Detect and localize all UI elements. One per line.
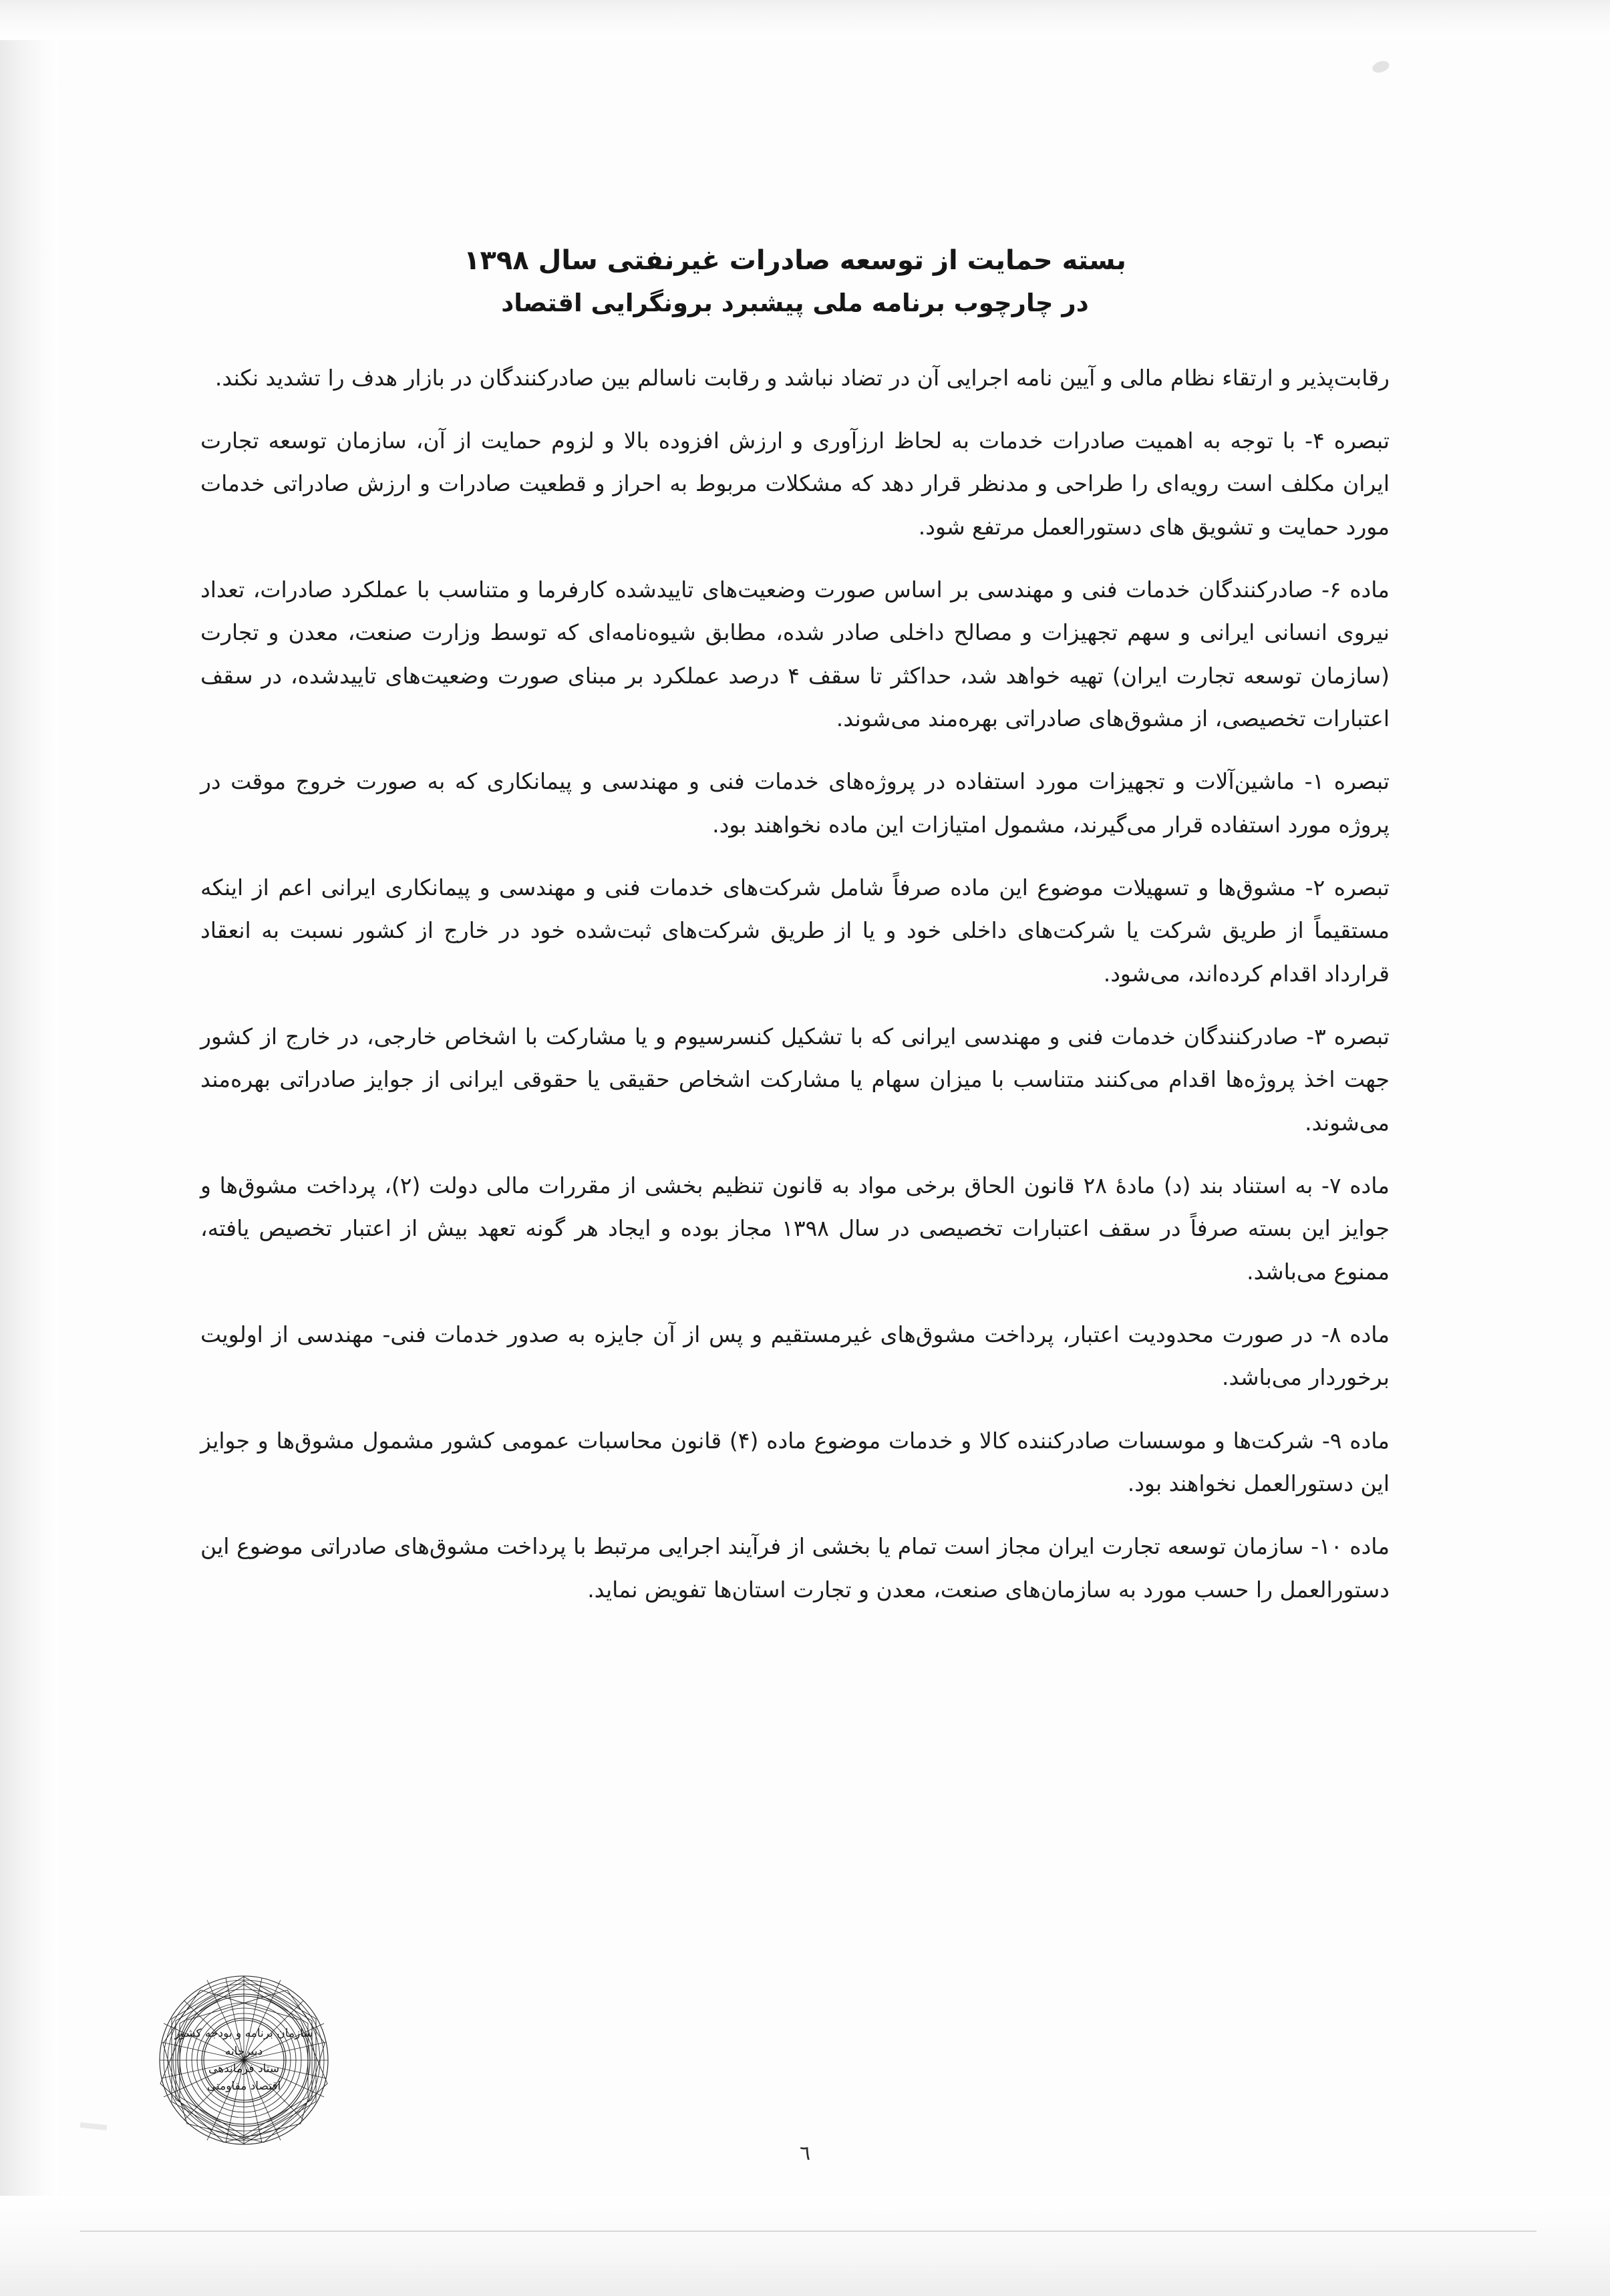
paragraph: ماده ۸- در صورت محدودیت اعتبار، پرداخت مشوق‌های غیرمستقیم و پس از آن جایزه به صدور خدمات فنی- مهندسی از اولویت برخوردار می‌باشد. bbox=[200, 1321, 1390, 1391]
page-subtitle: در چارچوب برنامه ملی پیشبرد برونگرایی اقتصاد bbox=[501, 289, 1089, 317]
seal-line-4: اقتصاد مقاومتی bbox=[206, 2080, 281, 2094]
paragraph: تبصره ۳- صادرکنندگان خدمات فنی و مهندسی ایرانی که با تشکیل کنسرسیوم و یا مشارکت با اشخاص خارجی، در خارج از کشور جهت اخذ پروژه‌ها اقدام می‌کنند متناسب با میزان سهام یا مشارکت اشخاص حقیقی یا حقوقی ایرانی از جوایز صادراتی بهره‌مند می‌شوند. bbox=[200, 1023, 1390, 1136]
paragraph: تبصره ۴- با توجه به اهمیت صادرات خدمات به لحاظ ارزآوری و ارزش افزوده بالا و لزوم حمایت از آن، سازمان توسعه تجارت ایران مکلف است رویه‌ای را طراحی و مدنظر قرار دهد که مشکلات مربوط به احراز و قطعیت صادرات و ارزش صادراتی خدمات مورد حمایت و تشویق های دستورالعمل مرتفع شود. bbox=[200, 427, 1390, 540]
official-seal-stamp bbox=[134, 1950, 354, 2170]
paragraph: ماده ۷- به استناد بند (د) مادهٔ ۲۸ قانون الحاق برخی مواد به قانون تنظیم بخشی از مقررات مالی دولت (۲)، پرداخت مشوق‌ها و جوایز این بسته صرفاً در سقف اعتبارات تخصیصی در سال ۱۳۹۸ مجاز بوده و ایجاد هر گونه تعهد بیش از اعتبار تخصیص یافته، ممنوع می‌باشد. bbox=[200, 1172, 1390, 1285]
seal-line-1: سازمان برنامه و بودجه کشور bbox=[174, 2027, 313, 2041]
paragraph: تبصره ۱- ماشین‌آلات و تجهیزات مورد استفاده در پروژه‌های خدمات فنی و مهندسی و پیمانکاری که به صورت خروج موقت در پروژه مورد استفاده قرار می‌گیرند، مشمول امتیازات این ماده نخواهند بود. bbox=[200, 768, 1390, 838]
paragraph: ماده ۶- صادرکنندگان خدمات فنی و مهندسی بر اساس صورت وضعیت‌های تاییدشده کارفرما و متناسب با عملکرد صادرات، تعداد نیروی انسانی ایرانی و سهم تجهیزات و مصالح داخلی صادر شده، مطابق شیوه‌نامه‌ای که توسط وزارت صنعت، معدن و تجارت (سازمان توسعه تجارت ایران) تهیه خواهد شد، حداکثر تا سقف ۴ درصد عملکرد بر مبنای صورت وضعیت‌های تاییدشده، در سقف اعتبارات تخصیصی، از مشوق‌های صادراتی بهره‌مند می‌شوند. bbox=[200, 576, 1390, 731]
page-title: بسته حمایت از توسعه صادرات غیرنفتی سال ۱۳۹۸ bbox=[464, 245, 1126, 276]
paragraph: ماده ۹- شرکت‌ها و موسسات صادرکننده کالا و خدمات موضوع ماده (۴) قانون محاسبات عمومی کشور مشمول مشوق‌ها و جوایز این دستورالعمل نخواهند بود. bbox=[200, 1427, 1390, 1497]
paragraph: تبصره ۲- مشوق‌ها و تسهیلات موضوع این ماده صرفاً شامل شرکت‌های خدمات فنی و مهندسی و پیمانکاری ایرانی اعم از اینکه مستقیماً از طریق شرکت یا شرکت‌های داخلی خود و یا از طریق شرکت‌های ثبت‌شده خود در خارج از کشور نسبت به انعقاد قرارداد اقدام کرده‌اند، می‌شود. bbox=[200, 874, 1390, 987]
paragraph: رقابت‌پذیر و ارتقاء نظام مالی و آیین نامه اجرایی آن در تضاد نباشد و رقابت ناسالم بین صادرکنندگان در بازار هدف را تشدید نکند. bbox=[214, 364, 1390, 391]
paragraph: ماده ۱۰- سازمان توسعه تجارت ایران مجاز است تمام یا بخشی از فرآیند اجرایی مرتبط با پرداخت مشوق‌های صادراتی موضوع این دستورالعمل را حسب مورد به سازمان‌های صنعت، معدن و تجارت استان‌ها تفویض نماید. bbox=[200, 1533, 1390, 1603]
seal-line-3: ستاد فرماندهی bbox=[208, 2062, 280, 2076]
page-number: ٦ bbox=[799, 2142, 811, 2165]
seal-line-2: دبیرخانه bbox=[224, 2044, 263, 2058]
